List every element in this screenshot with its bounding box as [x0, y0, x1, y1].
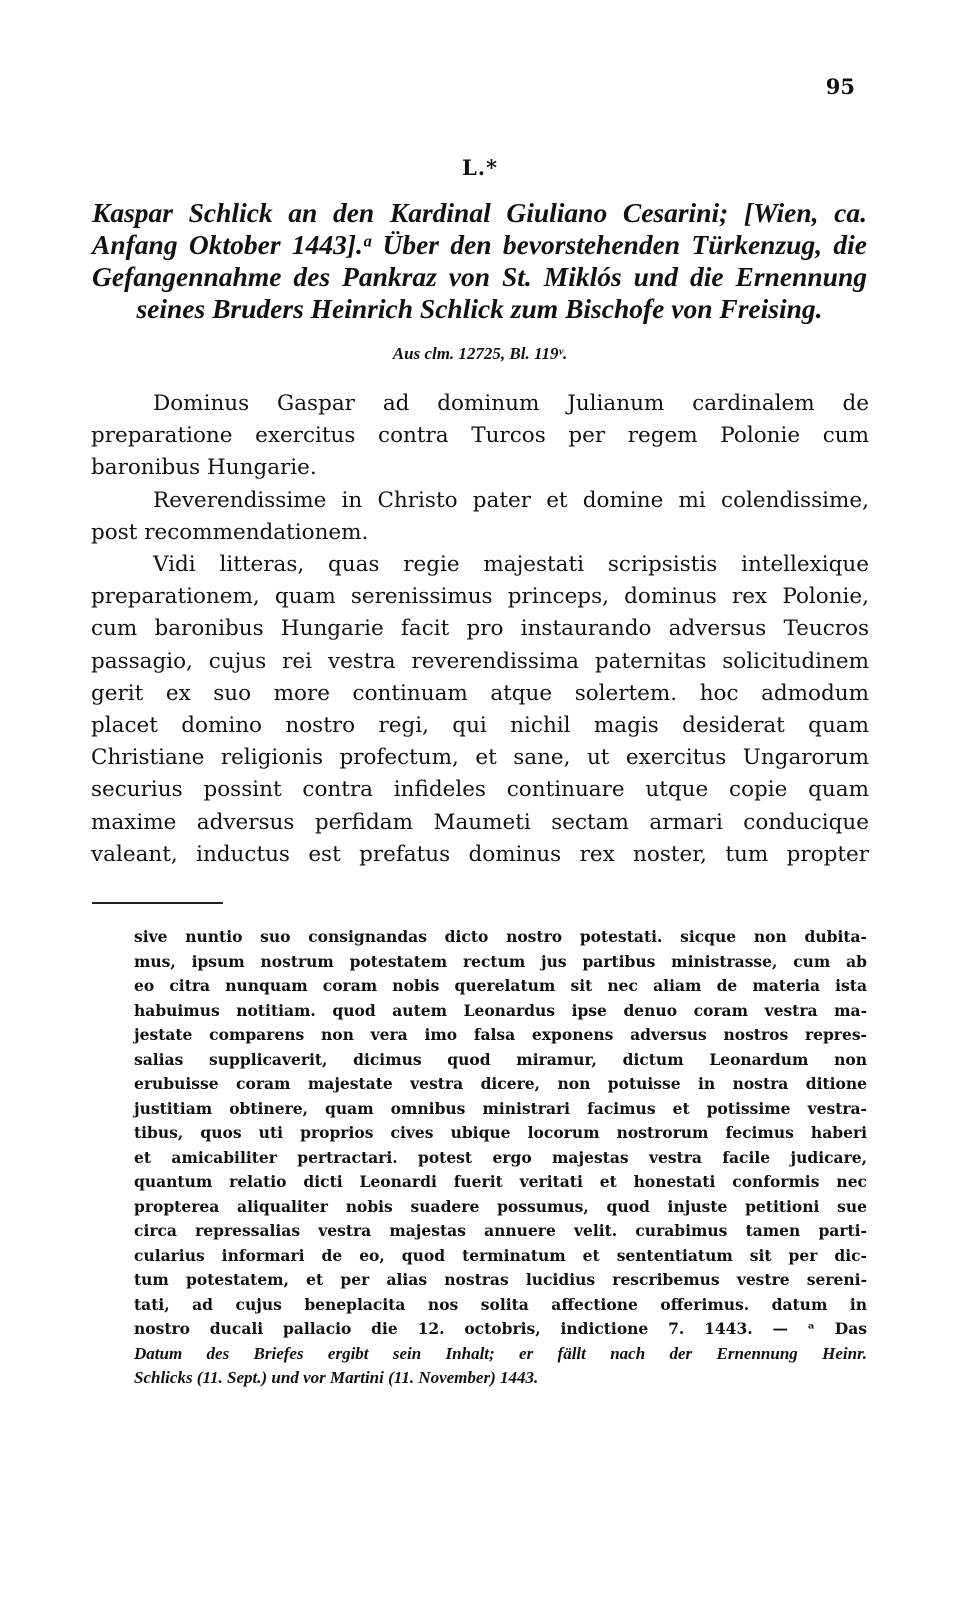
body-line: placet domino nostro regi, qui nichil magis desiderat quam: [91, 713, 869, 739]
footnote-line: Datum des Briefes ergibt sein Inhalt; er fällt nach der Ernennung Heinr.: [134, 1343, 867, 1363]
body-line: Vidi litteras, quas regie majestati scripsistis intellexique: [153, 552, 869, 578]
footnote-divider: [92, 902, 223, 904]
body-line: gerit ex suo more continuam atque solertem. hoc admodum: [91, 680, 869, 706]
heading-line: Kaspar Schlick an den Kardinal Giuliano Cesarini; [Wien, ca.: [92, 197, 867, 228]
footnote-line: tati, ad cujus beneplacita nos solita affectione offerimus. datum in: [134, 1294, 867, 1314]
body-line: Dominus Gaspar ad dominum Julianum cardinalem de: [153, 391, 869, 416]
body-line: cum baronibus Hungarie facit pro instaurando adversus Teucros: [91, 616, 869, 642]
footnotes: [134, 925, 867, 1391]
body-line: Christiane religionis profectum, et sane, ut exercitus Ungarorum: [91, 745, 869, 771]
body-line: preparatione exercitus contra Turcos per regem Polonie cum: [91, 423, 869, 449]
body-line: valeant, inductus est prefatus dominus rex noster, tum propter: [91, 841, 869, 867]
body-line: Reverendissime in Christo pater et domine mi colendissime,: [153, 487, 869, 513]
footnote-line: sive nuntio suo consignandas dicto nostro potestati. sicque non dubita-: [134, 927, 867, 946]
footnote-line: nostro ducali pallacio die 12. octobris, indictione 7. 1443. — ᵃ Das: [134, 1319, 867, 1338]
footnote-line: habuimus notitiam. quod autem Leonardus ipse denuo coram vestra ma-: [134, 1000, 867, 1020]
body-line: passagio, cujus rei vestra reverendissima paternitas solicitudinem: [91, 648, 869, 674]
footnote-line: quantum relatio dicti Leonardi fuerit veritati et honestati conformis nec: [134, 1172, 867, 1191]
footnote-line: et amicabiliter pertractari. potest ergo majestas vestra facile judicare,: [134, 1147, 867, 1167]
footnote-line: mus, ipsum nostrum potestatem rectum jus partibus ministrasse, cum ab: [134, 951, 867, 971]
footnote-line: tum potestatem, et per alias nostras lucidius rescribemus vestre sereni-: [134, 1270, 867, 1289]
footnote-line: justitiam obtinere, quam omnibus ministrari facimus et potissime vestra-: [134, 1098, 867, 1118]
footnote-line: circa repressalias vestra majestas annuere velit. curabimus tamen parti-: [134, 1221, 867, 1240]
body-line: post recommendationem.: [91, 519, 369, 545]
footnote-line: eo citra nunquam coram nobis querelatum sit nec aliam de materia ista: [134, 976, 867, 995]
body-line: securius possint contra infideles continuare utque copie quam: [91, 777, 869, 803]
heading-line: Gefangennahme des Pankraz von St. Miklós und die Ernennung: [92, 261, 867, 292]
footnote-line: erubuisse coram majestate vestra dicere, non potuisse in nostra ditione: [134, 1074, 867, 1093]
source-reference: Aus clm. 12725, Bl. 119ᵛ.: [392, 344, 568, 363]
footnote-line: jestate comparens non vera imo falsa exponens adversus nostros repres-: [134, 1025, 867, 1044]
footnote-line: Schlicks (11. Sept.) und vor Martini (11. November) 1443.: [134, 1368, 539, 1387]
page-number: 95: [825, 74, 855, 99]
body-line: baronibus Hungarie.: [91, 455, 317, 481]
footnote-line: cularius informari de eo, quod terminatum et sententiatum sit per dic-: [134, 1245, 867, 1265]
heading-line: seines Bruders Heinrich Schlick zum Bischofe von Freising.: [136, 293, 823, 324]
letter-body: [91, 388, 869, 871]
document-number: L.*: [461, 155, 499, 180]
body-line: maxime adversus perfidam Maumeti sectam armari conducique: [91, 809, 869, 835]
heading-line: Anfang Oktober 1443].ᵃ Über den bevorstehenden Türkenzug, die: [92, 229, 867, 260]
body-line: preparationem, quam serenissimus princeps, dominus rex Polonie,: [91, 584, 869, 610]
document-heading: [92, 197, 867, 325]
footnote-line: salias supplicaverit, dicimus quod miramur, dictum Leonardum non: [134, 1049, 867, 1069]
footnote-line: tibus, quos uti proprios cives ubique locorum nostrorum fecimus haberi: [134, 1123, 867, 1142]
footnote-line: propterea aliqualiter nobis suadere possumus, quod injuste petitioni sue: [134, 1196, 867, 1216]
